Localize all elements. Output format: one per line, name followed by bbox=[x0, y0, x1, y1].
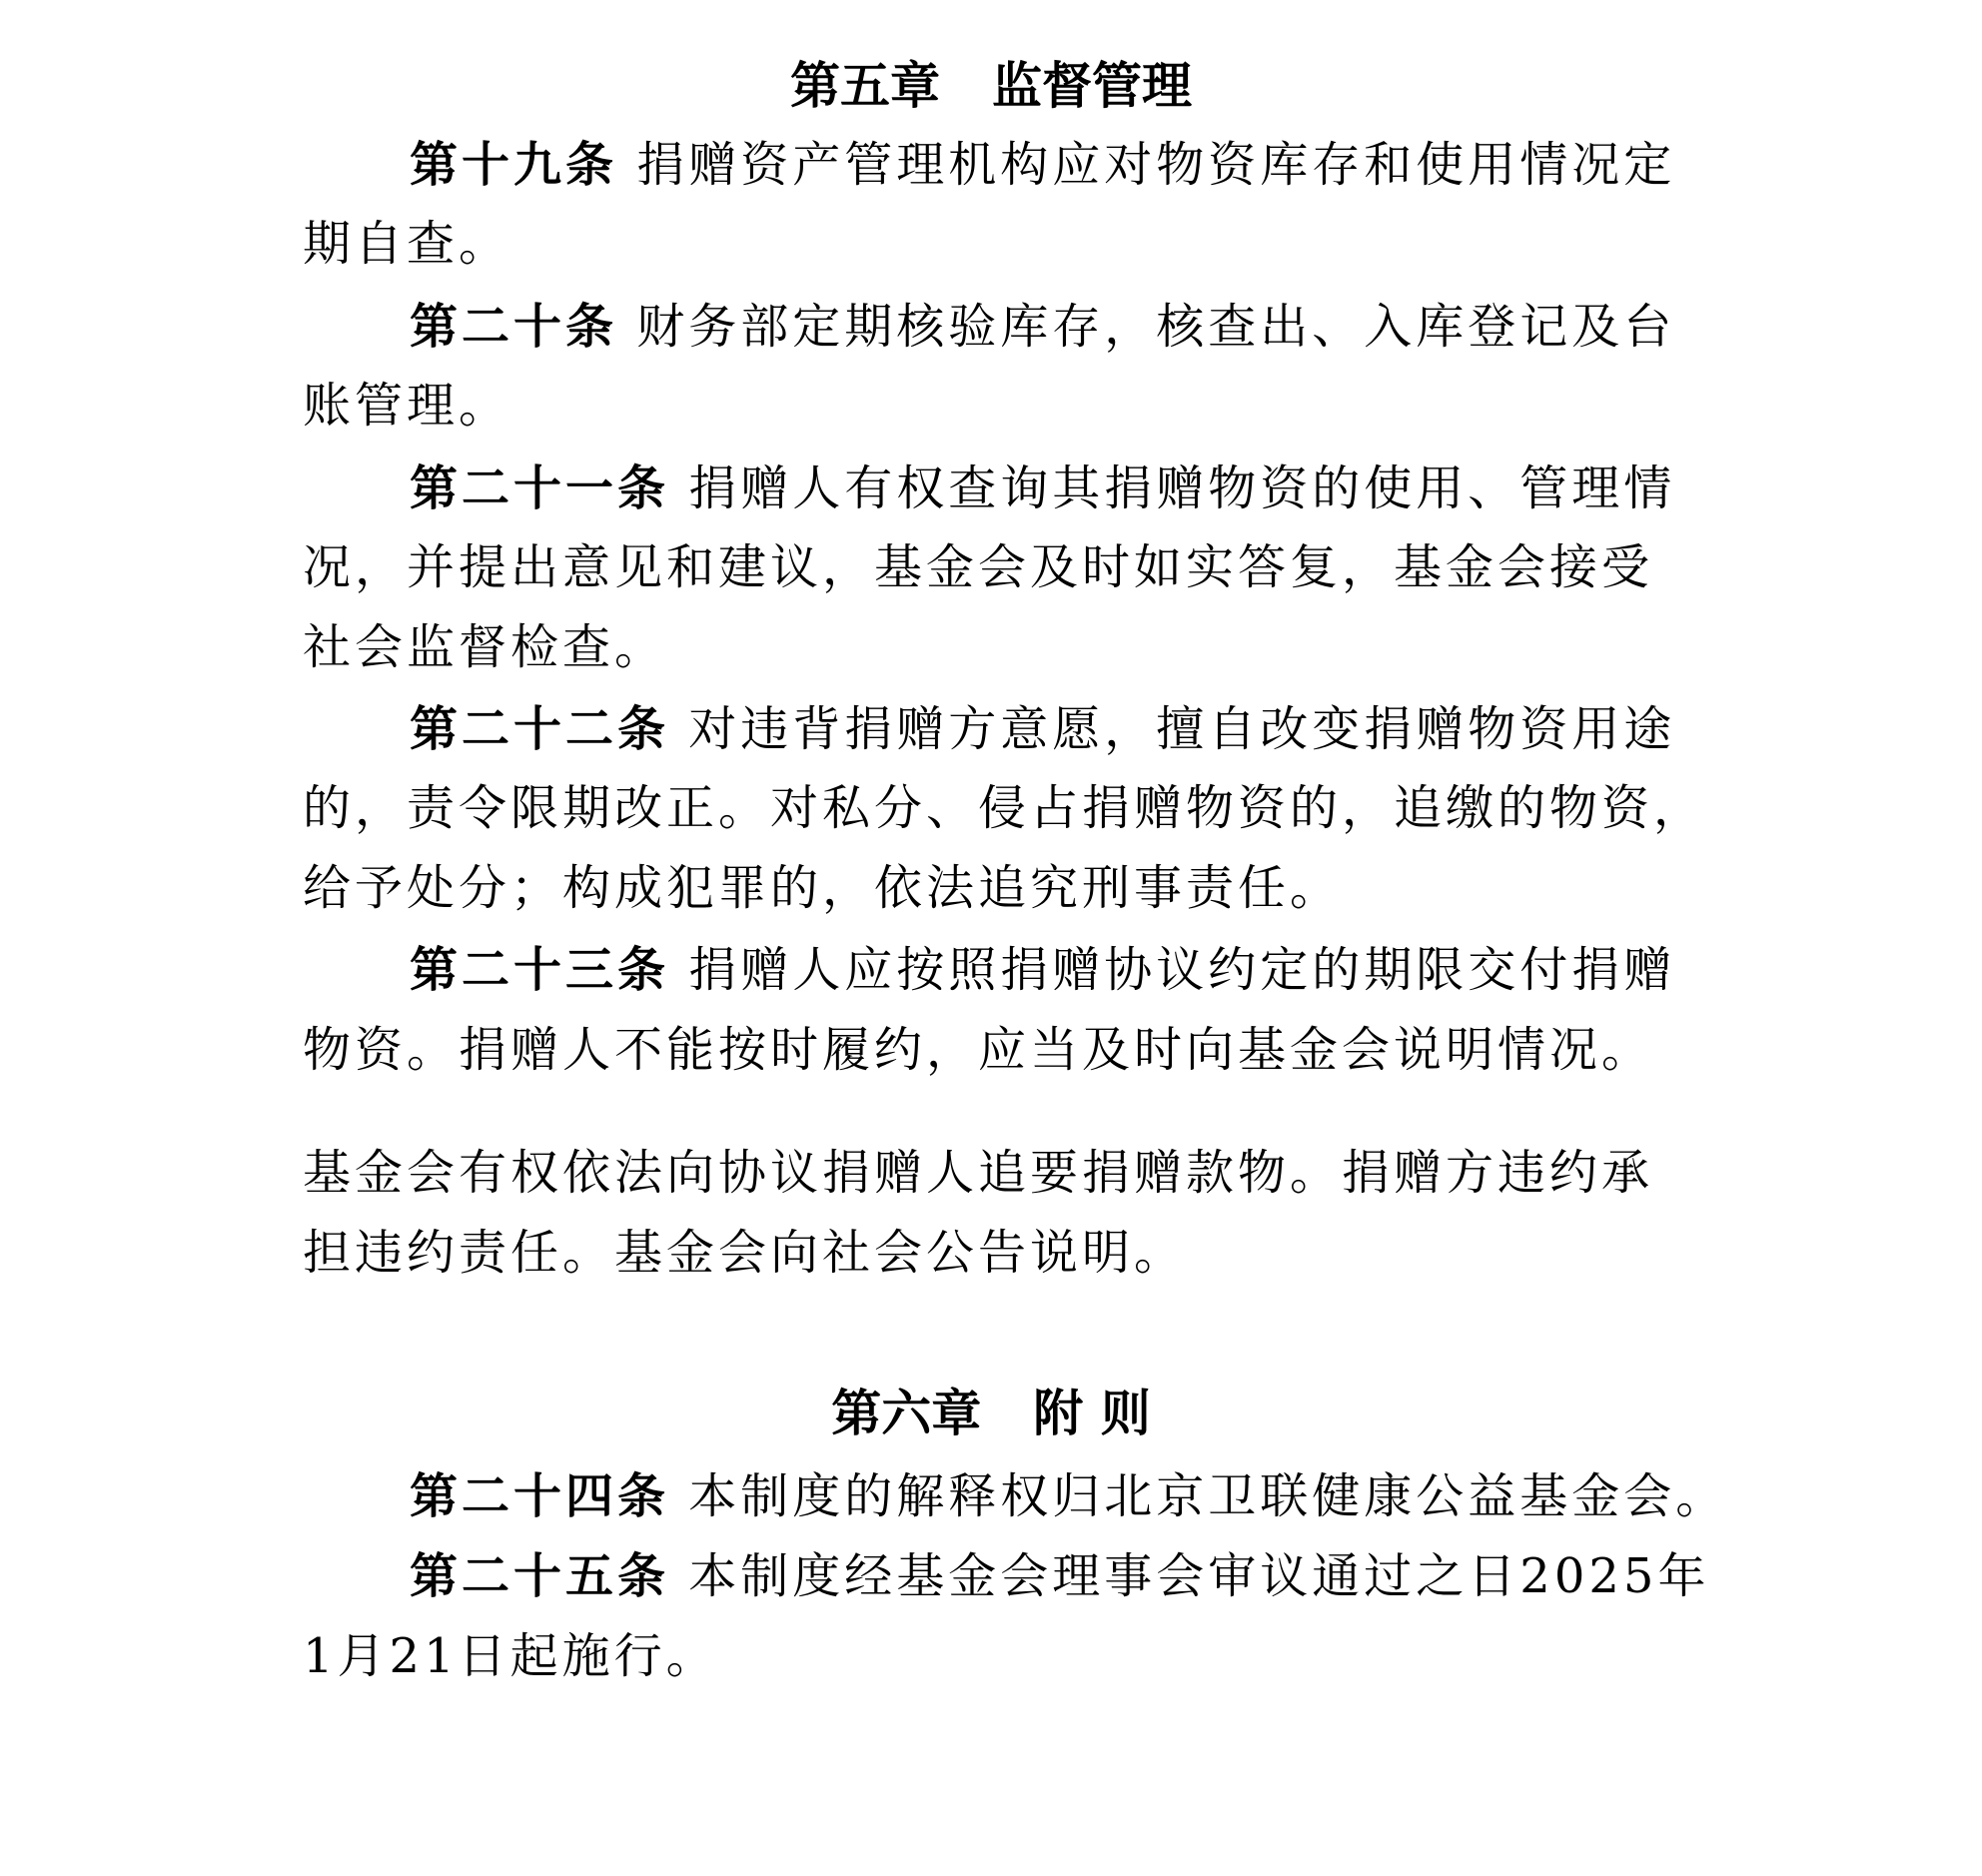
article-22-line-1 bbox=[410, 699, 1675, 759]
article-text: 对违背捐赠方意愿，擅自改变捐赠物资用途 bbox=[688, 701, 1676, 757]
article-text: 捐赠人有权查询其捐赠物资的使用、管理情 bbox=[688, 461, 1676, 516]
chapter-title: 附 则 bbox=[1033, 1384, 1151, 1442]
paragraph-line-1: 基金会有权依法向协议捐赠人追要捐赠款物。捐赠方违约承 bbox=[303, 1145, 1654, 1201]
article-19-line-2: 期自查。 bbox=[303, 216, 511, 272]
article-23-line-1 bbox=[410, 940, 1675, 1000]
article-label: 第二十一条 bbox=[410, 461, 670, 516]
chapter-heading-5 bbox=[0, 56, 1982, 116]
article-label: 第二十条 bbox=[410, 299, 618, 355]
article-20-line-1 bbox=[410, 297, 1675, 357]
article-label: 第二十四条 bbox=[410, 1468, 670, 1524]
paragraph-line-2: 担违约责任。基金会向社会公告说明。 bbox=[303, 1225, 1187, 1281]
article-21-line-1 bbox=[410, 459, 1675, 518]
article-label: 第二十二条 bbox=[410, 701, 670, 757]
article-22-line-2: 的，责令限期改正。对私分、侵占捐赠物资的，追缴的物资， bbox=[303, 780, 1706, 836]
article-text: 捐赠人应按照捐赠协议约定的期限交付捐赠 bbox=[688, 942, 1676, 998]
article-21-line-3: 社会监督检查。 bbox=[303, 619, 667, 675]
article-25-line-2: 1月21日起施行。 bbox=[303, 1628, 718, 1684]
article-label: 第十九条 bbox=[410, 137, 618, 193]
article-text: 财务部定期核验库存，核查出、入库登记及台 bbox=[636, 299, 1676, 355]
article-19-line-1 bbox=[410, 135, 1675, 195]
article-label: 第二十三条 bbox=[410, 942, 670, 998]
article-25-line-1 bbox=[410, 1546, 1709, 1606]
article-21-line-2: 况，并提出意见和建议，基金会及时如实答复，基金会接受 bbox=[303, 539, 1654, 595]
article-22-line-3: 给予处分；构成犯罪的，依法追究刑事责任。 bbox=[303, 860, 1343, 916]
chapter-title: 监督管理 bbox=[992, 56, 1192, 115]
chapter-number: 第五章 bbox=[790, 56, 940, 115]
article-text: 捐赠资产管理机构应对物资库存和使用情况定 bbox=[636, 137, 1676, 193]
article-text: 本制度的解释权归北京卫联健康公益基金会。 bbox=[688, 1468, 1728, 1524]
article-24-line-1 bbox=[410, 1466, 1727, 1526]
chapter-heading-6 bbox=[0, 1384, 1982, 1443]
article-label: 第二十五条 bbox=[410, 1548, 670, 1604]
article-20-line-2: 账管理。 bbox=[303, 378, 511, 434]
article-text: 本制度经基金会理事会审议通过之日2025年 bbox=[688, 1548, 1710, 1604]
chapter-number: 第六章 bbox=[831, 1384, 982, 1442]
article-23-line-2: 物资。捐赠人不能按时履约，应当及时向基金会说明情况。 bbox=[303, 1022, 1654, 1078]
